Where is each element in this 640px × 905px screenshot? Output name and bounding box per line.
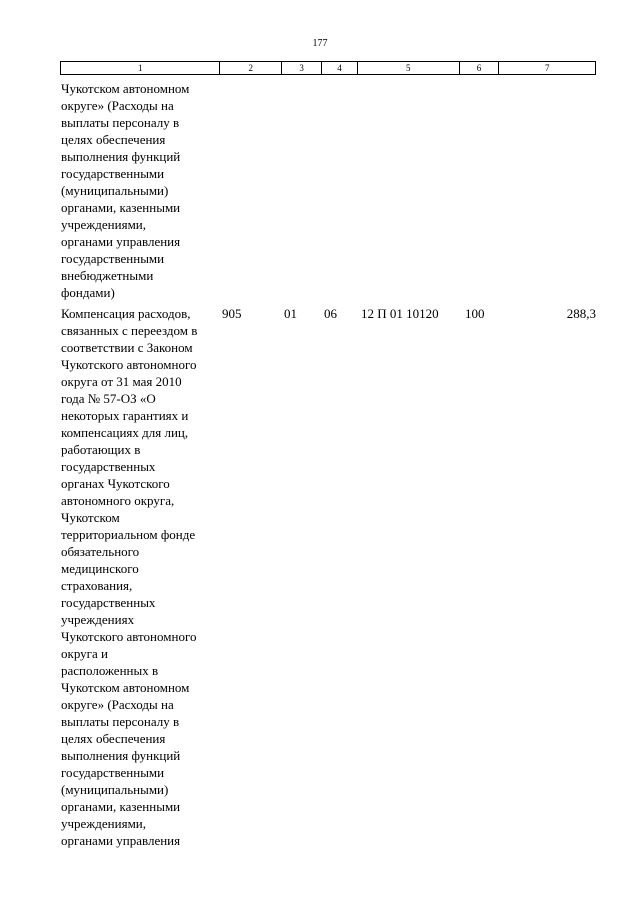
row-1-name: Чукотском автономном округе» (Расходы на выплаты персоналу в целях обеспечения выполнения функций государственными (муниципальными) органами, казенными учреждениями, органами управления государственными внебюджетными фондами) <box>61 81 190 300</box>
page-number: 177 <box>312 38 328 49</box>
column-header-7: 7 <box>544 63 550 73</box>
column-header-3: 3 <box>282 62 322 74</box>
row-2-amount: 288,3 <box>566 306 596 321</box>
row-2-expense-type: 100 <box>465 306 485 321</box>
row-2-ministry: 905 <box>222 306 242 321</box>
row-2-name: Компенсация расходов, связанных с переездом в соответствии с Законом Чукотского автономного округа от 31 мая 2010 года № 57-ОЗ «О некоторых гарантиях и компенсациях для лиц, работающих в государственных органах Чукотского автономного округа, Чукотском территориальном фонде обязательного медицинского страхования, государственных учреждениях Чукотского автономного округа и расположенных в Чукотском автономном округе» (Расходы на выплаты персоналу в целях обеспечения выполнения функций государственными (муниципальными) органами, казенными учреждениями, органами управления <box>61 306 198 848</box>
row-2-target-code: 12 П 01 10120 <box>361 306 439 321</box>
row-2-section: 01 <box>284 306 297 321</box>
column-header-4: 4 <box>322 62 358 74</box>
column-header-2: 2 <box>220 62 282 74</box>
column-header-1: 1 <box>61 62 220 74</box>
column-header-5: 5 <box>358 62 460 74</box>
table-column-header-row <box>60 61 596 75</box>
row-2-subsection: 06 <box>324 306 337 321</box>
column-header-6: 6 <box>460 62 500 74</box>
